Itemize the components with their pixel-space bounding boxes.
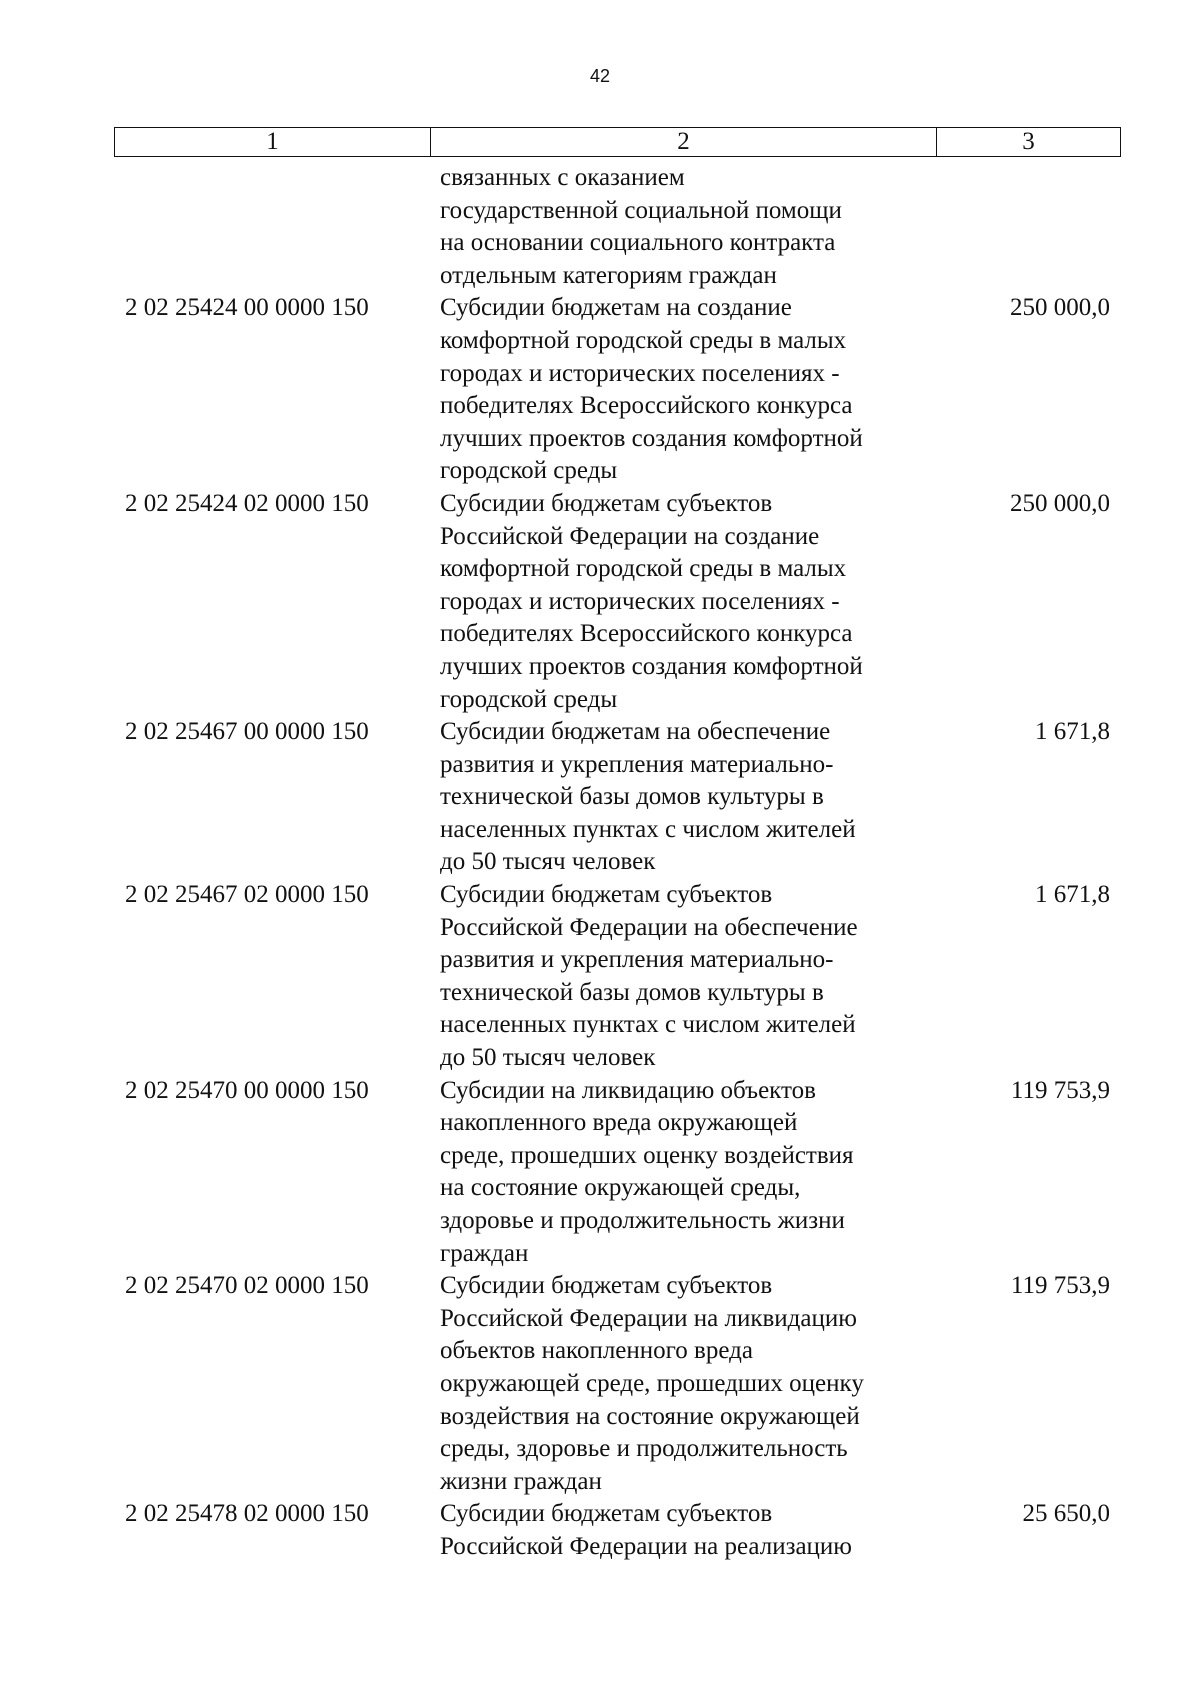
description (440, 1498, 930, 1563)
description (440, 1270, 930, 1498)
description (440, 488, 930, 716)
description-line: лучших проектов создания комфортной (440, 424, 863, 452)
description-line: комфортной городской среды в малых (440, 326, 847, 354)
description-line: Российской Федерации на обеспечение (440, 913, 858, 941)
description (440, 1075, 930, 1271)
budget-code: 2 02 25424 02 0000 150 (125, 489, 369, 517)
budget-code: 2 02 25470 02 0000 150 (125, 1272, 369, 1300)
description-line: на основании социального контракта (440, 229, 836, 257)
description-line: Субсидии бюджетам субъектов (440, 1272, 773, 1300)
table-row (0, 1270, 1200, 1498)
budget-code: 2 02 25478 02 0000 150 (125, 1500, 369, 1528)
description-line: городской среды (440, 457, 618, 485)
description-line: населенных пунктах с числом жителей (440, 1011, 856, 1039)
description-line: накопленного вреда окружающей (440, 1109, 798, 1137)
table-body (0, 162, 1200, 1564)
description-line: Российской Федерации на ликвидацию (440, 1304, 857, 1332)
description-line: Субсидии на ликвидацию объектов (440, 1076, 816, 1104)
amount: 250 000,0 (1010, 294, 1110, 322)
amount: 119 753,9 (1010, 1272, 1110, 1300)
amount: 1 671,8 (1035, 718, 1110, 746)
description-line: технической базы домов культуры в (440, 783, 824, 811)
page-number: 42 (589, 66, 611, 86)
description-line: победителях Всероссийского конкурса (440, 620, 853, 648)
amount: 250 000,0 (1010, 489, 1110, 517)
header-column-2: 2 (431, 128, 937, 156)
amount: 1 671,8 (1035, 881, 1110, 909)
budget-code: 2 02 25467 02 0000 150 (125, 881, 369, 909)
description (440, 716, 930, 879)
description-line: на состояние окружающей среды, (440, 1174, 801, 1202)
description-line: городах и исторических поселениях - (440, 359, 840, 387)
description-line: отдельным категориям граждан (440, 261, 777, 289)
description (440, 162, 930, 292)
description-line: развития и укрепления материально- (440, 946, 834, 974)
description-line: лучших проектов создания комфортной (440, 652, 863, 680)
header-column-1: 1 (115, 128, 431, 156)
description-line: окружающей среде, прошедших оценку (440, 1369, 864, 1397)
description-line: населенных пунктах с числом жителей (440, 815, 856, 843)
table-header (114, 127, 1121, 157)
description-line: городской среды (440, 685, 618, 713)
description-line: среды, здоровье и продолжительность (440, 1435, 848, 1463)
description-line: связанных с оказанием (440, 164, 685, 191)
table-row (0, 292, 1200, 488)
description-line: объектов накопленного вреда (440, 1337, 753, 1365)
description-line: среде, прошедших оценку воздействия (440, 1141, 854, 1169)
description-line: граждан (440, 1239, 529, 1267)
table-row (0, 488, 1200, 716)
description-line: Субсидии бюджетам субъектов (440, 881, 773, 909)
description-line: здоровье и продолжительность жизни (440, 1207, 845, 1234)
description-line: Российской Федерации на реализацию (440, 1532, 852, 1560)
description-line: Российской Федерации на создание (440, 522, 820, 550)
table-row (0, 1075, 1200, 1271)
description-line: Субсидии бюджетам на обеспечение (440, 718, 831, 746)
description-line: победителях Всероссийского конкурса (440, 392, 853, 420)
description-line: жизни граждан (440, 1467, 602, 1495)
budget-code: 2 02 25424 00 0000 150 (125, 294, 369, 322)
amount: 119 753,9 (1010, 1076, 1110, 1104)
description-line: до 50 тысяч человек (440, 1044, 656, 1072)
table-row (0, 879, 1200, 1075)
description (440, 879, 930, 1075)
description (440, 292, 930, 488)
description-line: до 50 тысяч человек (440, 848, 656, 876)
table-row (0, 162, 1200, 292)
description-line: технической базы домов культуры в (440, 978, 824, 1006)
description-line: развития и укрепления материально- (440, 750, 834, 778)
header-column-3: 3 (1022, 128, 1035, 155)
budget-code: 2 02 25470 00 0000 150 (125, 1076, 369, 1104)
table-row (0, 716, 1200, 879)
description-line: Субсидии бюджетам субъектов (440, 1500, 773, 1528)
description-line: Субсидии бюджетам субъектов (440, 489, 773, 517)
amount: 25 650,0 (1022, 1500, 1110, 1528)
table-row (0, 1498, 1200, 1563)
description-line: государственной социальной помощи (440, 196, 842, 224)
description-line: воздействия на состояние окружающей (440, 1402, 860, 1430)
description-line: Субсидии бюджетам на создание (440, 294, 792, 322)
description-line: городах и исторических поселениях - (440, 587, 840, 615)
budget-code: 2 02 25467 00 0000 150 (125, 718, 369, 746)
description-line: комфортной городской среды в малых (440, 555, 847, 583)
